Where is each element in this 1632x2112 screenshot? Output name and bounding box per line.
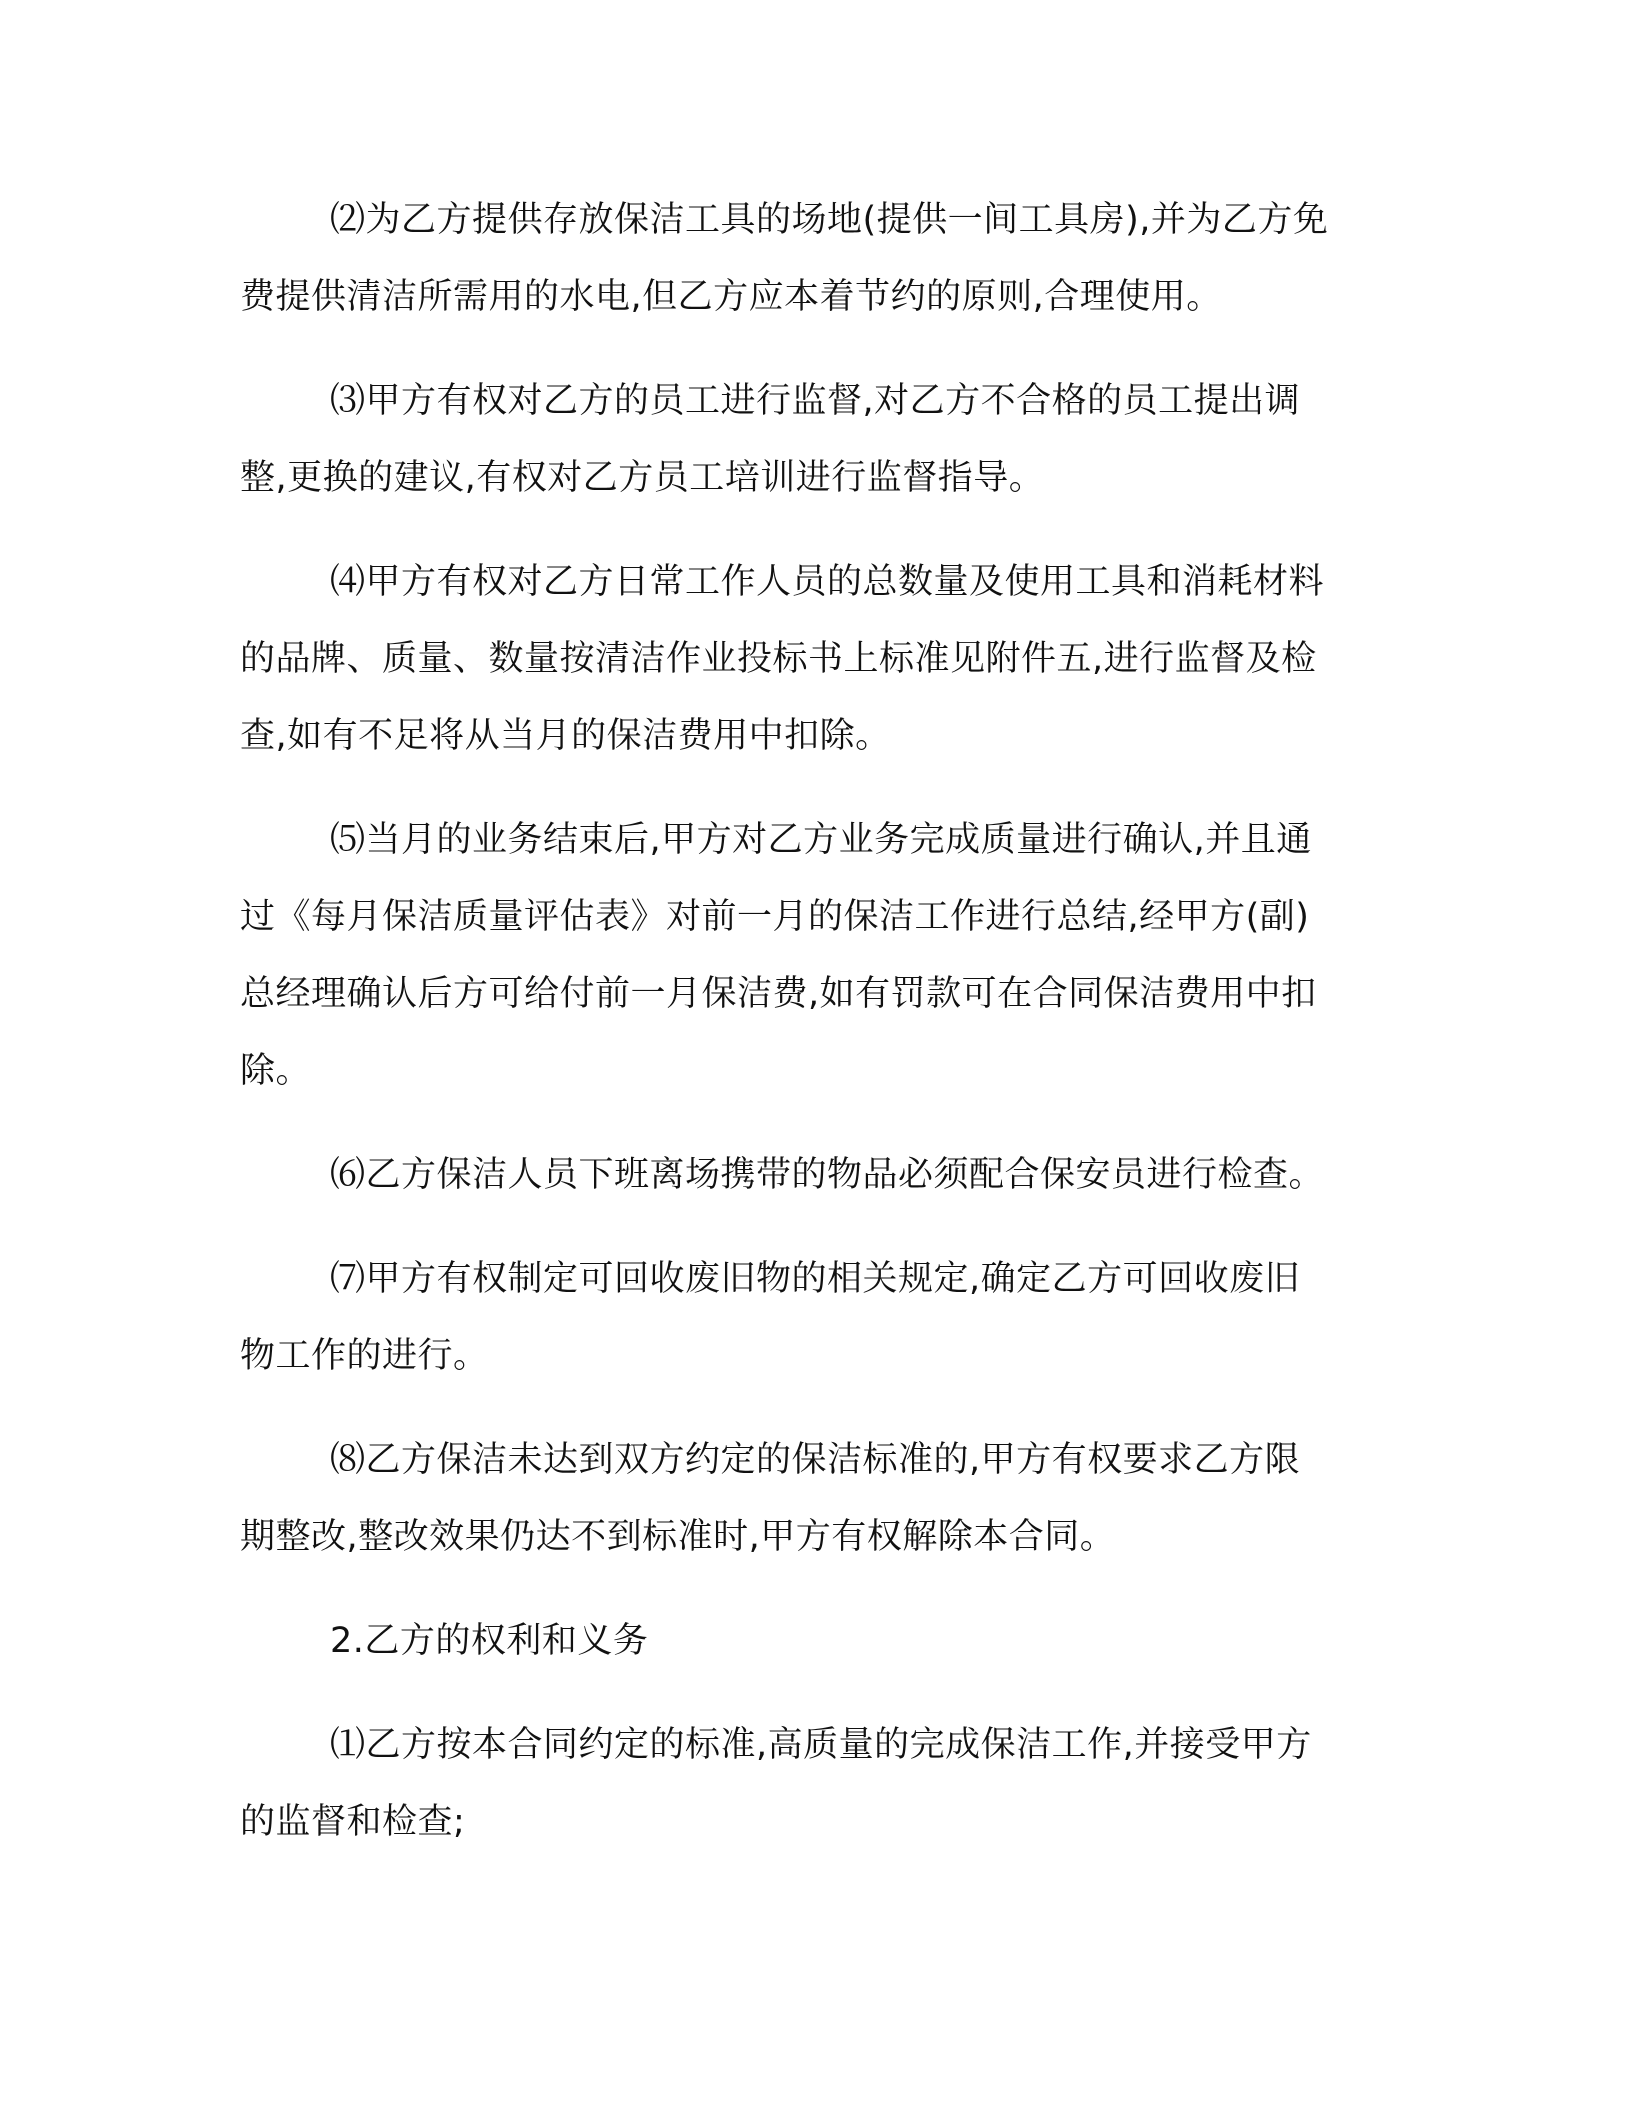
clause-line: 总经理确认后方可给付前一月保洁费,如有罚款可在合同保洁费用中扣 <box>240 974 1317 1014</box>
clause-line: ⑻乙方保洁未达到双方约定的保洁标准的,甲方有权要求乙方限 <box>330 1440 1301 1480</box>
clause-line: ⑹乙方保洁人员下班离场携带的物品必须配合保安员进行检查。 <box>330 1155 1325 1195</box>
clause-line: 物工作的进行。 <box>240 1336 489 1376</box>
clause-paragraph-5 <box>240 802 1380 1110</box>
clause-line: 的品牌、质量、数量按清洁作业投标书上标准见附件五,进行监督及检 <box>240 639 1317 679</box>
clause-paragraph-3 <box>240 363 1380 517</box>
clause-line: 期整改,整改效果仍达不到标准时,甲方有权解除本合同。 <box>240 1517 1116 1557</box>
clause-line: 过《每月保洁质量评估表》对前一月的保洁工作进行总结,经甲方(副) <box>240 897 1310 937</box>
clause-line: 查,如有不足将从当月的保洁费用中扣除。 <box>240 716 891 756</box>
clause-line: ⑶甲方有权对乙方的员工进行监督,对乙方不合格的员工提出调 <box>330 381 1301 421</box>
clause-paragraph-2 <box>240 182 1380 336</box>
clause-line: ⑴乙方按本合同约定的标准,高质量的完成保洁工作,并接受甲方 <box>330 1725 1312 1765</box>
clause-paragraph-7 <box>240 1241 1380 1395</box>
clause-paragraph-8 <box>240 1422 1380 1576</box>
clause-line: ⑸当月的业务结束后,甲方对乙方业务完成质量进行确认,并且通 <box>330 820 1312 860</box>
section-heading-text: 2.乙方的权利和义务 <box>330 1621 649 1661</box>
clause-line: 费提供清洁所需用的水电,但乙方应本着节约的原则,合理使用。 <box>240 277 1222 317</box>
clause-paragraph-4 <box>240 544 1380 775</box>
document-body <box>240 182 1380 1861</box>
clause-line: 整,更换的建议,有权对乙方员工培训进行监督指导。 <box>240 458 1045 498</box>
party-b-clause-1 <box>240 1707 1380 1861</box>
clause-line: 的监督和检查; <box>240 1802 466 1842</box>
clause-paragraph-6 <box>240 1137 1380 1214</box>
section-heading <box>240 1603 1380 1680</box>
clause-line: 除。 <box>240 1051 312 1091</box>
clause-line: ⑷甲方有权对乙方日常工作人员的总数量及使用工具和消耗材料 <box>330 562 1325 602</box>
clause-line: ⑺甲方有权制定可回收废旧物的相关规定,确定乙方可回收废旧 <box>330 1259 1301 1299</box>
clause-line: ⑵为乙方提供存放保洁工具的场地(提供一间工具房),并为乙方免 <box>330 200 1329 240</box>
